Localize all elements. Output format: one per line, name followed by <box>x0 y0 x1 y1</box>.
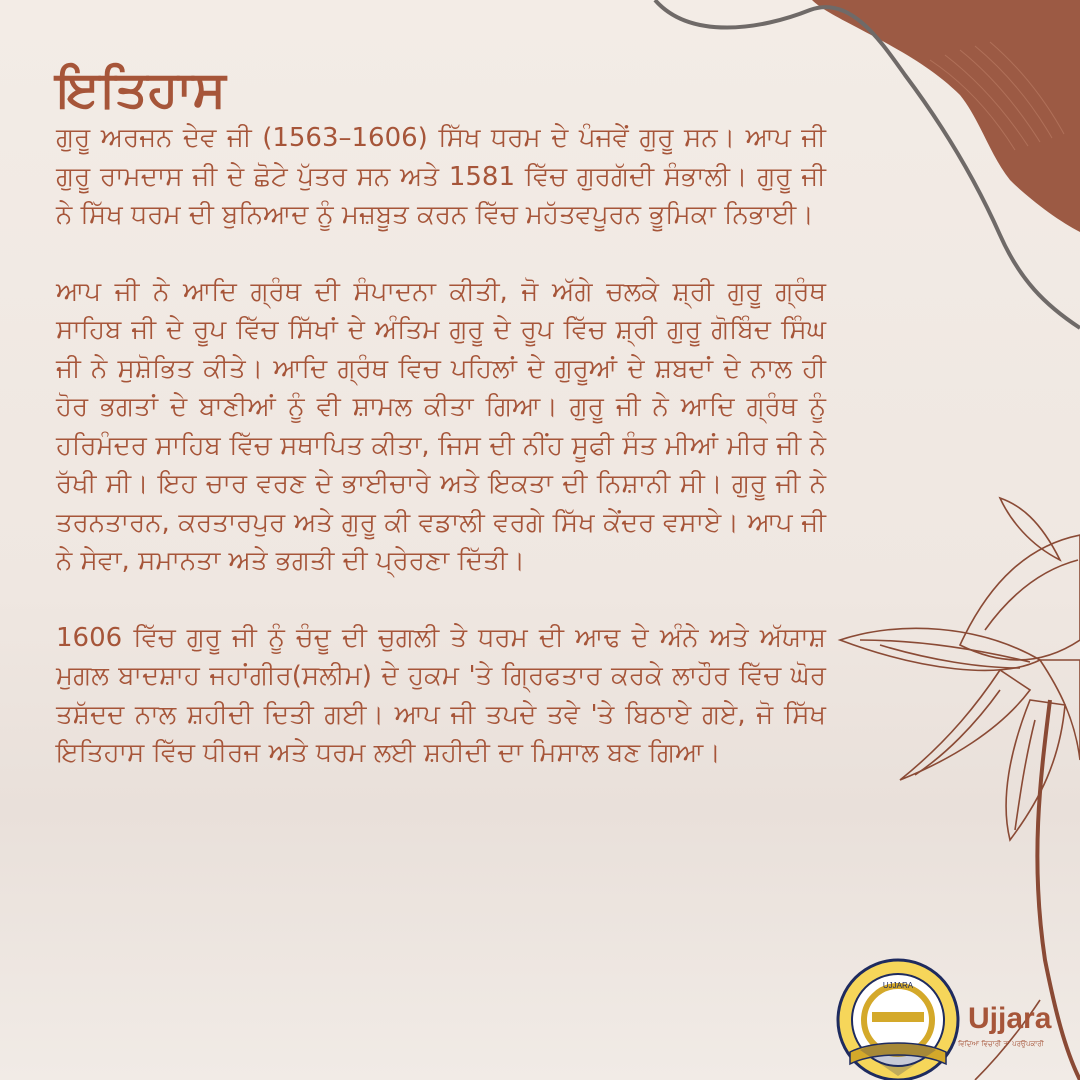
paragraph-3: 1606 ਵਿੱਚ ਗੁਰੂ ਜੀ ਨੂੰ ਚੰਦੂ ਦੀ ਚੁਗਲੀ ਤੇ ਧਰਮ ਦੀ ਆਢ ਦੇ ਅੰਨੇ ਅਤੇ ਅੱਯਾਸ਼ ਮੁਗਲ ਬਾਦਸ਼ਾਹ ਜਹਾਂਗੀਰ(ਸਲੀਮ) ਦੇ ਹੁਕਮ 'ਤੇ ਗ੍ਰਿਫਤਾਰ ਕਰਕੇ ਲਾਹੌਰ ਵਿੱਚ ਘੋਰ ਤਸ਼ੱਦਦ ਨਾਲ ਸ਼ਹੀਦੀ ਦਿਤੀ ਗਈ। ਆਪ ਜੀ ਤਪਦੇ ਤਵੇ 'ਤੇ ਬਿਠਾਏ ਗਏ, ਜੋ ਸਿੱਖ ਇਤਿਹਾਸ ਵਿੱਚ ਧੀਰਜ ਅਤੇ ਧਰਮ ਲਈ ਸ਼ਹੀਦੀ ਦਾ ਮਿਸਾਲ ਬਣ ਗਿਆ। <box>56 622 826 768</box>
paragraph-1: ਗੁਰੂ ਅਰਜਨ ਦੇਵ ਜੀ (1563–1606) ਸਿੱਖ ਧਰਮ ਦੇ ਪੰਜਵੇਂ ਗੁਰੂ ਸਨ। ਆਪ ਜੀ ਗੁਰੂ ਰਾਮਦਾਸ ਜੀ ਦੇ ਛੋਟੇ ਪੁੱਤਰ ਸਨ ਅਤੇ 1581 ਵਿੱਚ ਗੁਰਗੱਦੀ ਸੰਭਾਲੀ। ਗੁਰੂ ਜੀ ਨੇ ਸਿੱਖ ਧਰਮ ਦੀ ਬੁਨਿਆਦ ਨੂੰ ਮਜ਼ਬੂਤ ਕਰਨ ਵਿੱਚ ਮਹੱਤਵਪੂਰਨ ਭੂਮਿਕਾ ਨਿਭਾਈ। <box>56 123 826 230</box>
page-title: ਇਤਿਹਾਸ <box>56 60 226 118</box>
ujjara-logo <box>838 960 958 1080</box>
brand-tagline: ਵਿਦਿਆ ਵਿਚਾਰੀ ਤਾਂ ਪਰਉਪਕਾਰੀ <box>958 1040 1044 1048</box>
document-content <box>56 62 826 773</box>
logo-text: UJJARA <box>882 981 914 990</box>
brand-name: Ujjara <box>968 1002 1052 1035</box>
abstract-blob <box>812 0 1080 232</box>
paragraph-2: ਆਪ ਜੀ ਨੇ ਆਦਿ ਗ੍ਰੰਥ ਦੀ ਸੰਪਾਦਨਾ ਕੀਤੀ, ਜੋ ਅੱਗੇ ਚਲਕੇ ਸ਼੍ਰੀ ਗੁਰੂ ਗ੍ਰੰਥ ਸਾਹਿਬ ਜੀ ਦੇ ਰੂਪ ਵਿੱਚ ਸਿੱਖਾਂ ਦੇ ਅੰਤਿਮ ਗੁਰੂ ਦੇ ਰੂਪ ਵਿੱਚ ਸ਼੍ਰੀ ਗੁਰੂ ਗੋਬਿੰਦ ਸਿੰਘ ਜੀ ਨੇ ਸੁਸ਼ੋਭਿਤ ਕੀਤੇ। ਆਦਿ ਗ੍ਰੰਥ ਵਿਚ ਪਹਿਲਾਂ ਦੇ ਗੁਰੂਆਂ ਦੇ ਸ਼ਬਦਾਂ ਦੇ ਨਾਲ ਹੀ ਹੋਰ ਭਗਤਾਂ ਦੇ ਬਾਣੀਆਂ ਨੂੰ ਵੀ ਸ਼ਾਮਲ ਕੀਤਾ ਗਿਆ। ਗੁਰੂ ਜੀ ਨੇ ਆਦਿ ਗ੍ਰੰਥ ਨੂੰ ਹਰਿਮੰਦਰ ਸਾਹਿਬ ਵਿੱਚ ਸਥਾਪਿਤ ਕੀਤਾ, ਜਿਸ ਦੀ ਨੀਂਹ ਸੂਫੀ ਸੰਤ ਮੀਆਂ ਮੀਰ ਜੀ ਨੇ ਰੱਖੀ ਸੀ। ਇਹ ਚਾਰ ਵਰਣ ਦੇ ਭਾਈਚਾਰੇ ਅਤੇ ਇਕਤਾ ਦੀ ਨਿਸ਼ਾਨੀ ਸੀ। ਗੁਰੂ ਜੀ ਨੇ ਤਰਨਤਾਰਨ, ਕਰਤਾਰਪੁਰ ਅਤੇ ਗੁਰੂ ਕੀ ਵਡਾਲੀ ਵਰਗੇ ਸਿੱਖ ਕੇਂਦਰ ਵਸਾਏ। ਆਪ ਜੀ ਨੇ ਸੇਵਾ, ਸਮਾਨਤਾ ਅਤੇ ਭਗਤੀ ਦੀ ਪ੍ਰੇਰਣਾ ਦਿੱਤੀ। <box>56 276 826 576</box>
